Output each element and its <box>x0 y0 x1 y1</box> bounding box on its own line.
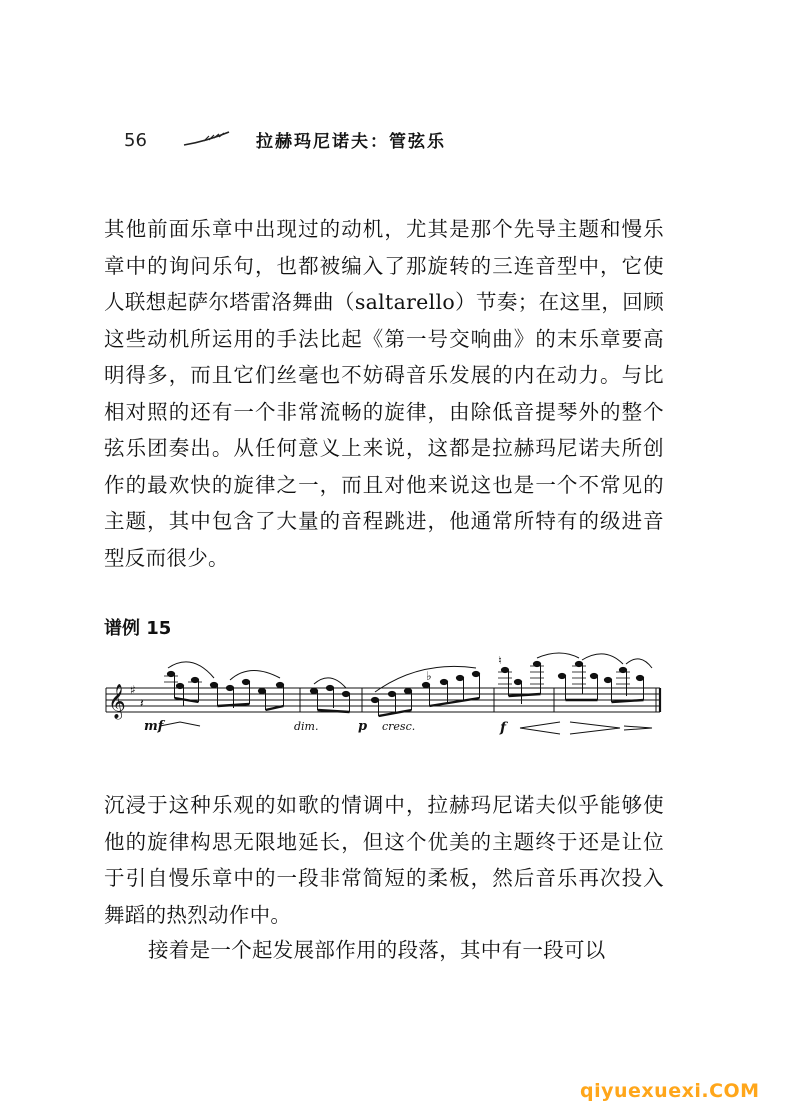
body-paragraph-3: 接着是一个起发展部作用的段落，其中有一段可以 <box>148 938 606 962</box>
dynamic-f: f <box>500 720 507 736</box>
quill-icon <box>182 130 232 148</box>
svg-text:𝄞: 𝄞 <box>108 684 126 719</box>
svg-text:♮: ♮ <box>498 654 502 667</box>
dynamic-p: p <box>358 719 368 734</box>
svg-text:♯: ♯ <box>130 683 136 697</box>
svg-text:𝄽: 𝄽 <box>140 696 144 710</box>
page-header <box>104 124 664 158</box>
dynamic-cresc: cresc. <box>382 720 416 733</box>
music-score-excerpt <box>100 650 666 738</box>
dynamic-mf: mf <box>144 719 164 734</box>
body-paragraph-2: 沉浸于这种乐观的如歌的情调中，拉赫玛尼诺夫似乎能够使他的旋律构思无限地延长，但这个优美的主题终于还是让位于引自慢乐章中的一段非常简短的柔板，然后音乐再次投入舞蹈的热烈动作中。 <box>104 793 664 927</box>
site-watermark: qiyuexuexi.COM <box>580 1080 760 1102</box>
example-caption: 谱例 15 <box>104 618 172 639</box>
svg-text:♭: ♭ <box>426 669 432 683</box>
body-paragraph-1: 其他前面乐章中出现过的动机，尤其是那个先导主题和慢乐章中的询问乐句，也都被编入了那旋转的三连音型中，它使人联想起萨尔塔雷洛舞曲（saltarello）节奏；在这里，回顾这些动机所运用的手法比起《第一号交响曲》的末乐章要高明得多，而且它们丝毫也不妨碍音乐发展的内在动力。与比相对照的还有一个非常流畅的旋律，由除低音提琴外的整个弦乐团奏出。从任何意义上来说，这都是拉赫玛尼诺夫所创作的最欢快的旋律之一，而且对他来说这也是一个不常见的主题，其中包含了大量的音程跳进，他通常所特有的级进音型反而很少。 <box>104 217 664 570</box>
page-number: 56 <box>124 130 147 151</box>
dynamic-dim: dim. <box>294 720 319 733</box>
running-title: 拉赫玛尼诺夫：管弦乐 <box>256 132 446 152</box>
